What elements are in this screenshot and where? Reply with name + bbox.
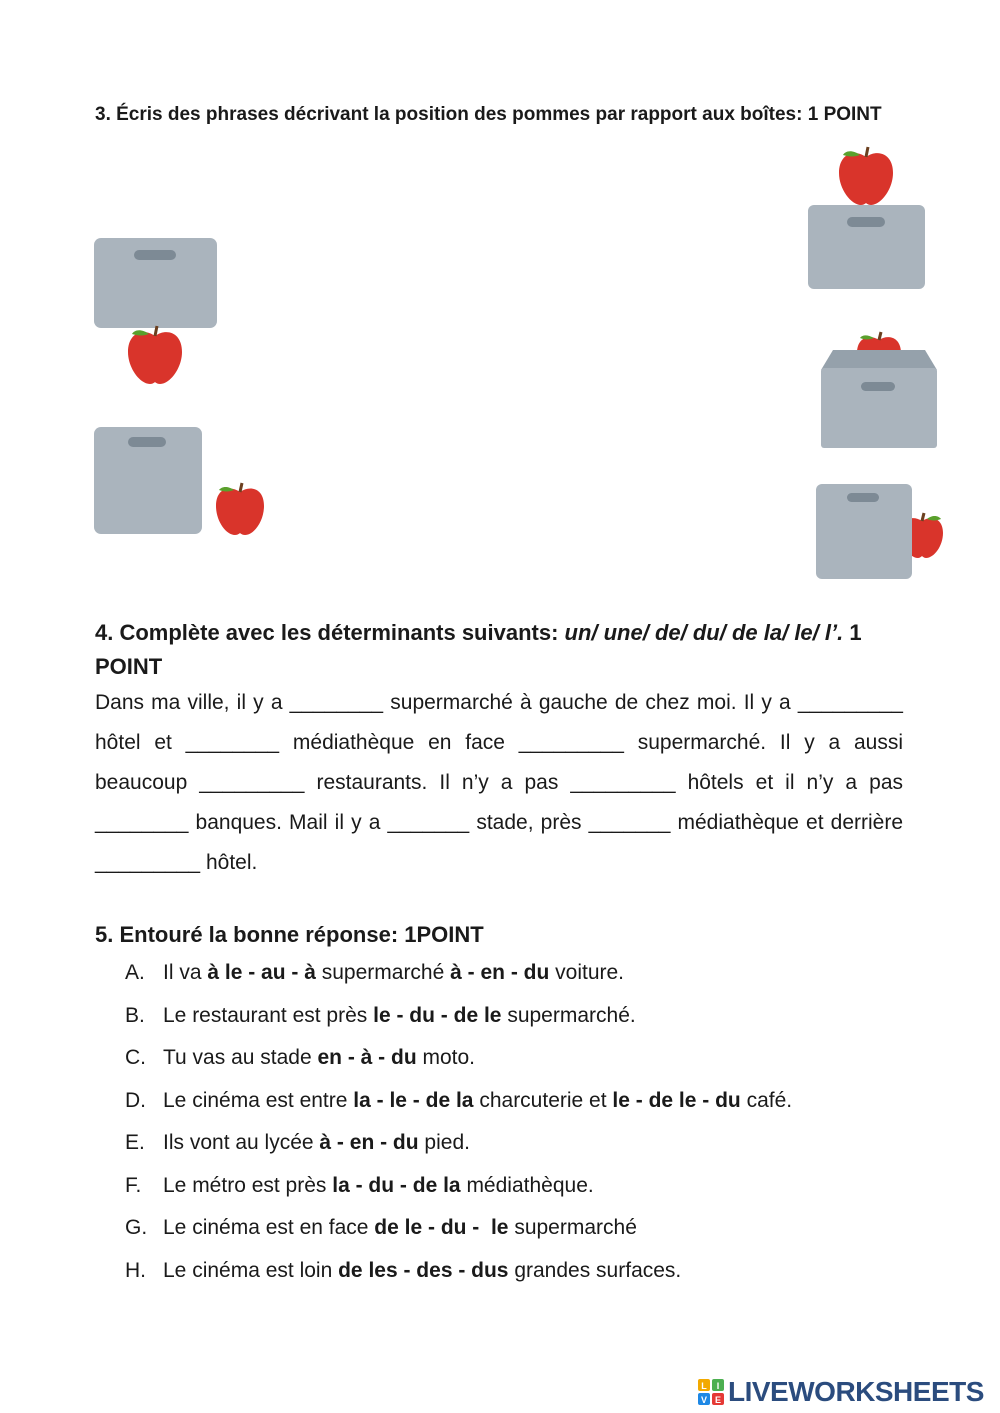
sentence-text: Tu vas au stade bbox=[163, 1046, 318, 1069]
fill-blank[interactable]: ________ bbox=[185, 731, 280, 754]
illustration-apple-beside-box bbox=[92, 425, 272, 540]
fill-blank[interactable]: ________ bbox=[95, 811, 189, 834]
answer-choices[interactable]: la - du - de la bbox=[332, 1173, 461, 1197]
liveworksheets-brand: LIVEWORKSHEETS bbox=[728, 1376, 984, 1407]
item-sentence bbox=[163, 958, 624, 1001]
apple-icon bbox=[216, 483, 264, 535]
illustration-apple-behind-box bbox=[813, 480, 948, 582]
answer-choices[interactable]: le - du - de le bbox=[373, 1003, 502, 1027]
answer-choices[interactable]: le - de le - du bbox=[612, 1088, 741, 1112]
item-letter: F. bbox=[125, 1173, 142, 1197]
illustration-apple-on-box bbox=[805, 145, 930, 293]
sentence-text: grandes surfaces. bbox=[508, 1258, 682, 1282]
logo-letter: L bbox=[701, 1381, 707, 1391]
sentence-text: Le métro est près bbox=[163, 1173, 333, 1197]
answer-choices[interactable]: à - en - du bbox=[319, 1131, 419, 1154]
apple-icon bbox=[128, 326, 182, 384]
item-letter: A. bbox=[125, 961, 145, 984]
list-item bbox=[125, 1001, 792, 1044]
paragraph-text: hôtel. bbox=[200, 851, 258, 874]
box-handle bbox=[134, 250, 176, 260]
question-4-options: un/ une/ de/ du/ de la/ le/ l’. bbox=[564, 620, 844, 645]
item-sentence bbox=[163, 1171, 594, 1214]
list-item bbox=[125, 1256, 792, 1299]
item-letter: G. bbox=[125, 1216, 148, 1239]
box-handle bbox=[847, 493, 879, 502]
sentence-text: voiture. bbox=[549, 961, 625, 984]
fill-blank[interactable]: _________ bbox=[797, 691, 903, 714]
sentence-text: Il va bbox=[163, 961, 208, 984]
list-item bbox=[125, 1213, 792, 1256]
fill-blank[interactable]: ________ bbox=[289, 691, 384, 714]
fill-blank[interactable]: _________ bbox=[95, 851, 201, 874]
list-item bbox=[125, 1171, 792, 1214]
illustration-apple-under-box bbox=[92, 236, 222, 391]
paragraph-text: hôtels et il n’y a pas bbox=[675, 771, 903, 794]
paragraph-text: restaurants. Il n’y a pas bbox=[304, 771, 571, 794]
paragraph-text: hôtel et bbox=[95, 731, 186, 754]
sentence-text: Le cinéma est en face bbox=[163, 1216, 375, 1239]
item-letter: E. bbox=[125, 1131, 145, 1154]
paragraph-text: banques. Mail il y a bbox=[188, 811, 388, 834]
item-letter: D. bbox=[125, 1088, 146, 1112]
sentence-text: moto. bbox=[416, 1046, 476, 1069]
sentence-text: Le restaurant est près bbox=[163, 1003, 374, 1027]
question-5-title: 5. Entouré la bonne réponse: 1POINT bbox=[95, 922, 484, 947]
sentence-text: charcuterie et bbox=[473, 1088, 613, 1112]
sentence-text: café. bbox=[740, 1088, 793, 1112]
item-sentence bbox=[163, 1213, 637, 1256]
apple-icon bbox=[839, 147, 893, 205]
logo-letter: V bbox=[700, 1395, 708, 1405]
paragraph-text: supermarché. Il y a aussi beaucoup bbox=[95, 731, 903, 794]
fill-blank[interactable]: _______ bbox=[588, 811, 671, 834]
sentence-text: Le cinéma est entre bbox=[163, 1088, 354, 1112]
sentence-text: Le cinéma est loin bbox=[163, 1258, 339, 1282]
illustration-apple-in-box bbox=[815, 330, 945, 452]
item-letter: H. bbox=[125, 1258, 146, 1282]
answer-choices[interactable]: à - en - du bbox=[450, 961, 550, 984]
logo-letter: I bbox=[716, 1381, 720, 1391]
question-3-title: 3. Écris des phrases décrivant la position des pommes par rapport aux boîtes: 1 POINT bbox=[95, 104, 882, 125]
sentence-text: Ils vont au lycée bbox=[163, 1131, 320, 1154]
sentence-text: supermarché. bbox=[501, 1003, 636, 1027]
list-item bbox=[125, 958, 792, 1001]
fill-blank[interactable]: _________ bbox=[199, 771, 305, 794]
paragraph-text: médiathèque en face bbox=[279, 731, 519, 754]
fill-blank[interactable]: _________ bbox=[518, 731, 624, 754]
list-item bbox=[125, 1043, 792, 1086]
sentence-text: pied. bbox=[418, 1131, 470, 1154]
item-sentence bbox=[163, 1086, 792, 1129]
box-handle bbox=[847, 217, 885, 227]
question-5-list bbox=[125, 958, 792, 1298]
question-4-title-prefix: 4. Complète avec les déterminants suivants: bbox=[95, 620, 565, 645]
box bbox=[821, 368, 937, 448]
fill-blank[interactable]: _______ bbox=[387, 811, 470, 834]
paragraph-text: stade, près bbox=[469, 811, 589, 834]
sentence-text: médiathèque. bbox=[460, 1173, 594, 1197]
item-sentence bbox=[163, 1256, 681, 1299]
paragraph-text: supermarché à gauche de chez moi. Il y a bbox=[383, 691, 798, 714]
box-handle bbox=[861, 382, 895, 391]
logo-letter: E bbox=[714, 1395, 722, 1405]
answer-choices[interactable]: à le - au - à bbox=[207, 961, 316, 984]
item-letter: B. bbox=[125, 1003, 145, 1027]
question-4-title bbox=[95, 616, 905, 684]
paragraph-text: Dans ma ville, il y a bbox=[95, 691, 290, 714]
question-4-paragraph bbox=[95, 683, 903, 883]
fill-blank[interactable]: _________ bbox=[570, 771, 676, 794]
answer-choices[interactable]: de le - du - le bbox=[374, 1216, 509, 1239]
list-item bbox=[125, 1128, 792, 1171]
item-letter: C. bbox=[125, 1046, 146, 1069]
list-item bbox=[125, 1086, 792, 1129]
item-sentence bbox=[163, 1128, 470, 1171]
answer-choices[interactable]: la - le - de la bbox=[353, 1088, 474, 1112]
item-sentence bbox=[163, 1001, 636, 1044]
answer-choices[interactable]: de les - des - dus bbox=[338, 1258, 509, 1282]
answer-choices[interactable]: en - à - du bbox=[317, 1046, 417, 1069]
item-sentence bbox=[163, 1043, 475, 1086]
liveworksheets-logo-icon bbox=[698, 1379, 724, 1405]
sentence-text: supermarché bbox=[315, 961, 451, 984]
question-4-points: 1 POINT bbox=[95, 620, 862, 679]
liveworksheets-logo bbox=[698, 1376, 994, 1408]
sentence-text: supermarché bbox=[508, 1216, 637, 1239]
box-handle bbox=[128, 437, 166, 447]
box-flap bbox=[821, 350, 937, 370]
paragraph-text: médiathèque et derrière bbox=[670, 811, 904, 834]
